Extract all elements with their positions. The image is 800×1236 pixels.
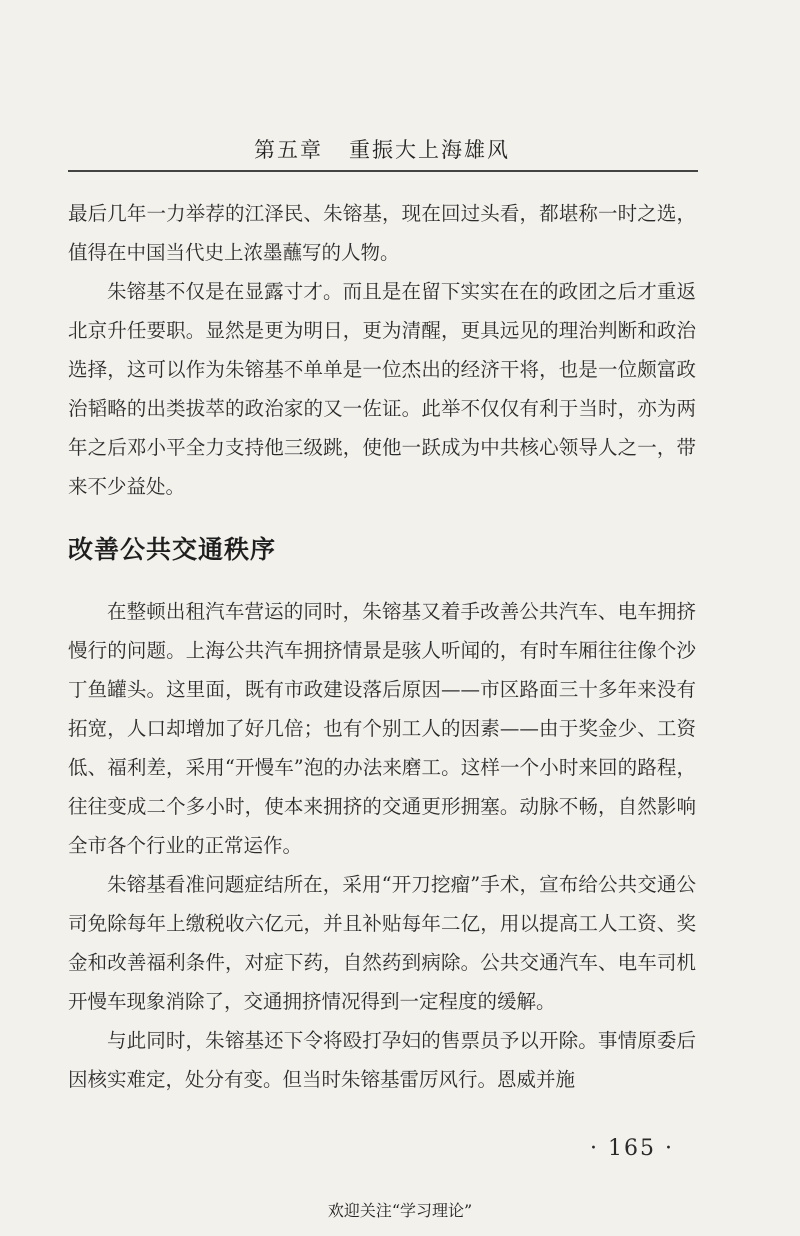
paragraph: 与此同时，朱镕基还下令将殴打孕妇的售票员予以开除。事情原委后因核实难定，处分有变。但当时朱镕基雷厉风行。恩威并施 xyxy=(68,1029,696,1091)
chapter-title: 重振大上海雄风 xyxy=(349,138,510,162)
page-number: · 165 · xyxy=(590,1136,674,1161)
text-block-after-section xyxy=(68,592,696,1099)
running-header xyxy=(68,134,696,164)
footer-note: 欢迎关注“学习理论” xyxy=(327,1201,473,1220)
paragraph: 朱镕基不仅是在显露寸才。而且是在留下实实在在的政团之后才重返北京升任要职。显然是更为明日，更为清醒，更具远见的理治判断和政治选择，这可以作为朱镕基不单单是一位杰出的经济干将，也是一位颇富政治韬略的出类拔萃的政治家的又一佐证。此举不仅仅有利于当时，亦为两年之后邓小平全力支持他三级跳，使他一跃成为中共核心领导人之一，带来不少益处。 xyxy=(68,280,696,498)
paragraph: 在整顿出租汽车营运的同时，朱镕基又着手改善公共汽车、电车拥挤慢行的问题。上海公共汽车拥挤情景是骇人听闻的，有时车厢往往像个沙丁鱼罐头。这里面，既有市政建设落后原因——市区路面三十多年来没有拓宽，人口却增加了好几倍；也有个别工人的因素——由于奖金少、工资低、福利差，采用“开慢车”泡的办法来磨工。这样一个小时来回的路程，往往变成二个多小时，使本来拥挤的交通更形拥塞。动脉不畅，自然影响全市各个行业的正常运作。 xyxy=(68,600,696,857)
section-heading: 改善公共交通秩序 xyxy=(68,535,277,564)
chapter-number: 第五章 xyxy=(254,138,323,162)
paragraph: 最后几年一力举荐的江泽民、朱镕基，现在回过头看，都堪称一时之选，值得在中国当代史上浓墨蘸写的人物。 xyxy=(68,202,696,264)
header-rule xyxy=(68,170,698,172)
paragraph: 朱镕基看准问题症结所在，采用“开刀挖瘤”手术，宣布给公共交通公司免除每年上缴税收六亿元，并且补贴每年二亿，用以提高工人工资、奖金和改善福利条件，对症下药，自然药到病除。公共交通汽车、电车司机开慢车现象消除了，交通拥挤情况得到一定程度的缓解。 xyxy=(68,873,696,1013)
text-block-before-section xyxy=(68,194,696,506)
